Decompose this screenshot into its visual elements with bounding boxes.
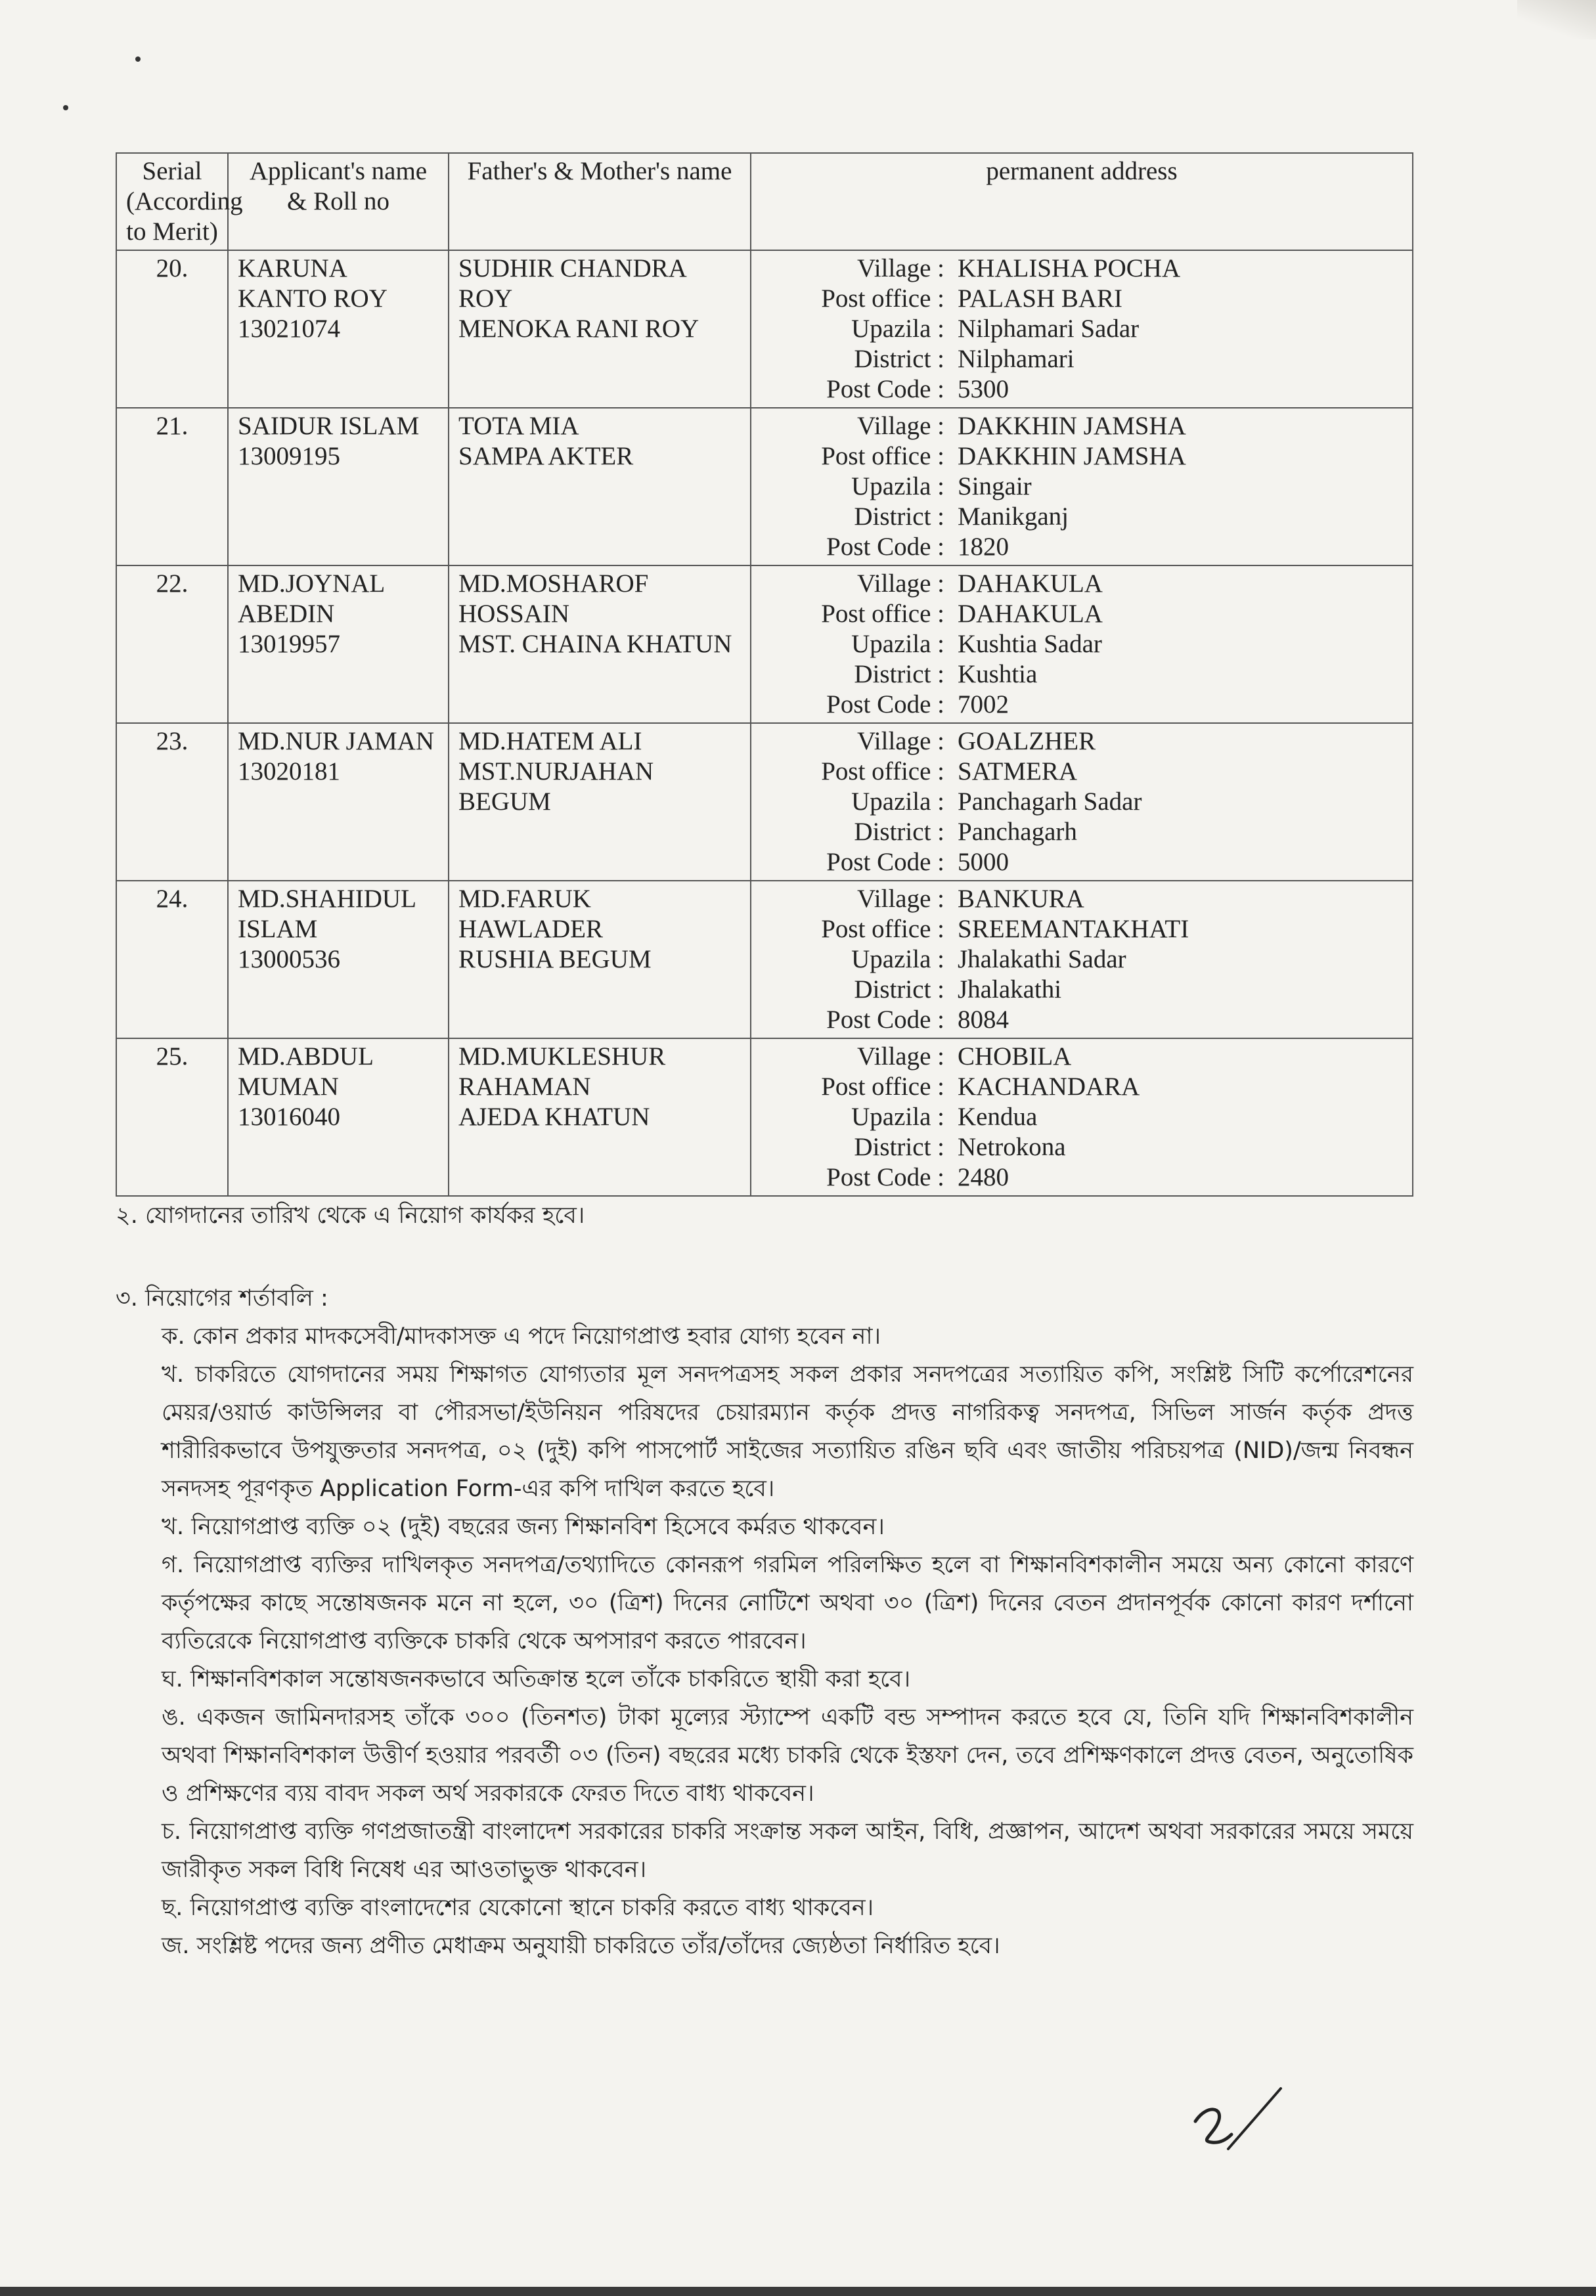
table-row bbox=[116, 1038, 1413, 1196]
roll-number: 13020181 bbox=[238, 757, 340, 785]
address-value: Panchagarh bbox=[958, 818, 1077, 846]
address-value: 2480 bbox=[958, 1163, 1009, 1191]
address-label: Village : bbox=[856, 569, 944, 598]
address-line bbox=[761, 314, 1403, 344]
address-line bbox=[761, 599, 1403, 629]
speck-mark bbox=[135, 56, 141, 62]
mother-name: AJEDA KHATUN bbox=[458, 1103, 650, 1131]
address-label: Upazila : bbox=[851, 787, 944, 816]
address-line bbox=[761, 1042, 1403, 1072]
address-label: District : bbox=[854, 502, 944, 531]
applicant-cell bbox=[228, 565, 449, 723]
applicant-name: MD.SHAHIDUL ISLAM bbox=[238, 885, 416, 943]
address-line bbox=[761, 787, 1403, 817]
address-label: Village : bbox=[856, 1042, 944, 1071]
table-row bbox=[116, 250, 1413, 408]
speck-mark bbox=[63, 105, 68, 110]
father-name: TOTA MIA bbox=[458, 412, 579, 440]
roll-number: 13019957 bbox=[238, 630, 340, 658]
address-cell bbox=[751, 565, 1413, 723]
address-label: District : bbox=[854, 818, 944, 846]
applicant-cell bbox=[228, 250, 449, 408]
address-line bbox=[761, 817, 1403, 847]
conditions-list bbox=[116, 1317, 1413, 1965]
mother-name: MENOKA RANI ROY bbox=[458, 315, 699, 343]
clause-2-text: ২. যোগদানের তারিখ থেকে এ নিয়োগ কার্যকর হবে। bbox=[116, 1203, 585, 1229]
applicant-cell bbox=[228, 723, 449, 881]
address-value: Kushtia Sadar bbox=[958, 630, 1102, 658]
address-cell bbox=[751, 408, 1413, 565]
address-label: Upazila : bbox=[851, 630, 944, 658]
address-label: Post office : bbox=[821, 600, 944, 628]
condition-ga: গ. নিয়োগপ্রাপ্ত ব্যক্তির দাখিলকৃত সনদপত্র/তথ্যাদিতে কোনরূপ গরমিল পরিলক্ষিত হলে বা শিক্ষানবিশকালীন সময়ে অন্য কোনো কারণে কর্তৃপক্ষের কাছে সন্তোষজনক মনে না হলে, ৩০ (ত্রিশ) দিনের নোটিশে অথবা ৩০ (ত্রিশ) দিনের বেতন প্রদানপূর্বক কোনো কারণ দর্শানো ব্যতিরেকে নিয়োগপ্রাপ্ত ব্যক্তিকে চাকরি থেকে অপসারণ করতে পারবেন। bbox=[162, 1552, 1413, 1654]
address-cell bbox=[751, 723, 1413, 881]
applicant-name: MD.JOYNAL ABEDIN bbox=[238, 569, 384, 628]
address-line bbox=[761, 726, 1403, 757]
address-label: Upazila : bbox=[851, 1103, 944, 1131]
address-label: Upazila : bbox=[851, 315, 944, 343]
address-value: 8084 bbox=[958, 1005, 1009, 1034]
address-label: Post Code : bbox=[826, 848, 944, 876]
address-label: Post office : bbox=[821, 442, 944, 470]
address-label: Post Code : bbox=[826, 1005, 944, 1034]
mother-name: MST. CHAINA KHATUN bbox=[458, 630, 732, 658]
address-value: GOALZHER bbox=[958, 727, 1096, 755]
address-line bbox=[761, 975, 1403, 1005]
address-value: Panchagarh Sadar bbox=[958, 787, 1142, 816]
address-label: District : bbox=[854, 1133, 944, 1161]
table-header-row bbox=[116, 153, 1413, 250]
parents-cell bbox=[449, 723, 751, 881]
mother-name: SAMPA AKTER bbox=[458, 442, 634, 470]
address-value: 5000 bbox=[958, 848, 1009, 876]
applicant-name: KARUNA KANTO ROY bbox=[238, 254, 388, 313]
address-line bbox=[761, 254, 1403, 284]
address-line bbox=[761, 847, 1403, 877]
clause-3-title: ৩. নিয়োগের শর্তাবলি : bbox=[116, 1285, 328, 1312]
parents-cell bbox=[449, 565, 751, 723]
applicant-name: MD.NUR JAMAN bbox=[238, 727, 435, 755]
header-serial: Serial (According to Merit) bbox=[116, 153, 228, 250]
address-value: Manikganj bbox=[958, 502, 1069, 531]
address-line bbox=[761, 757, 1403, 787]
address-line bbox=[761, 1072, 1403, 1102]
signature-mark bbox=[1182, 2075, 1300, 2167]
address-line bbox=[761, 944, 1403, 975]
scan-edge bbox=[0, 2287, 1596, 2296]
condition-ja: জ. সংশ্লিষ্ট পদের জন্য প্রণীত মেধাক্রম অনুযায়ী চাকরিতে তাঁর/তাঁদের জ্যেষ্ঠতা নির্ধারিত হবে। bbox=[162, 1933, 1000, 1959]
address-value: 1820 bbox=[958, 533, 1009, 561]
father-name: MD.HATEM ALI bbox=[458, 727, 642, 755]
address-value: SREEMANTAKHATI bbox=[958, 915, 1189, 943]
address-label: Village : bbox=[856, 885, 944, 913]
address-value: Netrokona bbox=[958, 1133, 1066, 1161]
roll-number: 13000536 bbox=[238, 945, 340, 973]
applicant-cell bbox=[228, 1038, 449, 1196]
address-value: Singair bbox=[958, 472, 1032, 500]
address-value: DAHAKULA bbox=[958, 600, 1103, 628]
address-label: Village : bbox=[856, 254, 944, 282]
address-value: KACHANDARA bbox=[958, 1072, 1140, 1101]
address-cell bbox=[751, 881, 1413, 1038]
address-line bbox=[761, 659, 1403, 690]
address-value: 5300 bbox=[958, 375, 1009, 403]
address-line bbox=[761, 284, 1403, 314]
address-value: DAHAKULA bbox=[958, 569, 1103, 598]
address-label: District : bbox=[854, 345, 944, 373]
father-name: MD.FARUK HAWLADER bbox=[458, 885, 604, 943]
address-label: Post office : bbox=[821, 1072, 944, 1101]
serial-cell: 22. bbox=[116, 565, 228, 723]
father-name: MD.MOSHAROF HOSSAIN bbox=[458, 569, 649, 628]
address-value: KHALISHA POCHA bbox=[958, 254, 1181, 282]
address-value: 7002 bbox=[958, 690, 1009, 718]
address-cell bbox=[751, 250, 1413, 408]
page-fold bbox=[1517, 0, 1596, 39]
table-row bbox=[116, 881, 1413, 1038]
address-value: DAKKHIN JAMSHA bbox=[958, 442, 1186, 470]
address-line bbox=[761, 472, 1403, 502]
address-line bbox=[761, 1132, 1403, 1162]
condition-chha: ছ. নিয়োগপ্রাপ্ত ব্যক্তি বাংলাদেশের যেকোনো স্থানে চাকরি করতে বাধ্য থাকবেন। bbox=[162, 1895, 874, 1921]
address-value: PALASH BARI bbox=[958, 284, 1123, 313]
address-line bbox=[761, 344, 1403, 374]
mother-name: MST.NURJAHAN BEGUM bbox=[458, 757, 654, 816]
address-line bbox=[761, 914, 1403, 944]
header-address: permanent address bbox=[751, 153, 1413, 250]
mother-name: RUSHIA BEGUM bbox=[458, 945, 652, 973]
address-value: Kushtia bbox=[958, 660, 1038, 688]
address-line bbox=[761, 690, 1403, 720]
applicant-name: MD.ABDUL MUMAN bbox=[238, 1042, 373, 1101]
condition-ka: ক. কোন প্রকার মাদকসেবী/মাদকাসক্ত এ পদে নিয়োগপ্রাপ্ত হবার যোগ্য হবেন না। bbox=[162, 1323, 881, 1350]
merit-table bbox=[116, 152, 1413, 1197]
applicant-name: SAIDUR ISLAM bbox=[238, 412, 420, 440]
address-value: Jhalakathi Sadar bbox=[958, 945, 1126, 973]
header-applicant: Applicant's name & Roll no bbox=[228, 153, 449, 250]
address-value: CHOBILA bbox=[958, 1042, 1072, 1071]
applicant-cell bbox=[228, 881, 449, 1038]
parents-cell bbox=[449, 250, 751, 408]
address-line bbox=[761, 569, 1403, 599]
address-value: DAKKHIN JAMSHA bbox=[958, 412, 1186, 440]
address-line bbox=[761, 629, 1403, 659]
address-label: Post office : bbox=[821, 915, 944, 943]
address-line bbox=[761, 374, 1403, 405]
clause-3 bbox=[116, 1279, 1413, 1965]
condition-kha-2: খ. নিয়োগপ্রাপ্ত ব্যক্তি ০২ (দুই) বছরের জন্য শিক্ষানবিশ হিসেবে কর্মরত থাকবেন। bbox=[162, 1514, 885, 1540]
address-line bbox=[761, 1005, 1403, 1035]
address-value: BANKURA bbox=[958, 885, 1084, 913]
header-parents: Father's & Mother's name bbox=[449, 153, 751, 250]
address-line bbox=[761, 502, 1403, 532]
address-label: Post office : bbox=[821, 757, 944, 785]
applicant-cell bbox=[228, 408, 449, 565]
serial-cell: 23. bbox=[116, 723, 228, 881]
address-label: Upazila : bbox=[851, 472, 944, 500]
address-label: Post Code : bbox=[826, 533, 944, 561]
serial-cell: 20. bbox=[116, 250, 228, 408]
address-label: Village : bbox=[856, 727, 944, 755]
serial-cell: 24. bbox=[116, 881, 228, 1038]
parents-cell bbox=[449, 1038, 751, 1196]
condition-gha: ঘ. শিক্ষানবিশকাল সন্তোষজনকভাবে অতিক্রান্ত হলে তাঁকে চাকরিতে স্থায়ী করা হবে। bbox=[162, 1666, 911, 1692]
address-cell bbox=[751, 1038, 1413, 1196]
address-line bbox=[761, 1102, 1403, 1132]
address-label: District : bbox=[854, 975, 944, 1004]
serial-cell: 21. bbox=[116, 408, 228, 565]
address-line bbox=[761, 884, 1403, 914]
roll-number: 13009195 bbox=[238, 442, 340, 470]
address-value: Kendua bbox=[958, 1103, 1038, 1131]
clause-2 bbox=[116, 1197, 1413, 1235]
address-value: Nilphamari bbox=[958, 345, 1075, 373]
address-label: Post Code : bbox=[826, 375, 944, 403]
roll-number: 13016040 bbox=[238, 1103, 340, 1131]
condition-cha: চ. নিয়োগপ্রাপ্ত ব্যক্তি গণপ্রজাতন্ত্রী বাংলাদেশ সরকারের চাকরি সংক্রান্ত সকল আইন, বিধি, প্রজ্ঞাপন, আদেশ অথবা সরকারের সময়ে সময়ে জারীকৃত সকল বিধি নিষেধ এর আওতাভুক্ত থাকবেন। bbox=[162, 1819, 1413, 1883]
table-row bbox=[116, 723, 1413, 881]
condition-kha: খ. চাকরিতে যোগদানের সময় শিক্ষাগত যোগ্যতার মূল সনদপত্রসহ সকল প্রকার সনদপত্রের সত্যায়িত কপি, সংশ্লিষ্ট সিটি কর্পোরেশনের মেয়র/ওয়ার্ড কাউন্সিলর বা পৌরসভা/ইউনিয়ন পরিষদের চেয়ারম্যান কর্তৃক প্রদত্ত নাগরিকত্ব সনদপত্র, সিভিল সার্জন কর্তৃক প্রদত্ত শারীরিকভাবে উপযুক্ততার সনদপত্র, ০২ (দুই) কপি পাসপোর্ট সাইজের সত্যায়িত রঙিন ছবি এবং জাতীয় পরিচয়পত্র (NID)/জন্ম নিবন্ধন সনদসহ পূরণকৃত Application Form-এর কপি দাখিল করতে হবে। bbox=[162, 1361, 1413, 1502]
merit-table-body bbox=[116, 250, 1413, 1196]
address-label: District : bbox=[854, 660, 944, 688]
address-line bbox=[761, 441, 1403, 472]
parents-cell bbox=[449, 881, 751, 1038]
father-name: MD.MUKLESHUR RAHAMAN bbox=[458, 1042, 666, 1101]
address-label: Post Code : bbox=[826, 690, 944, 718]
address-line bbox=[761, 532, 1403, 562]
address-label: Post office : bbox=[821, 284, 944, 313]
father-name: SUDHIR CHANDRA ROY bbox=[458, 254, 686, 313]
address-line bbox=[761, 411, 1403, 441]
table-row bbox=[116, 408, 1413, 565]
address-value: Nilphamari Sadar bbox=[958, 315, 1140, 343]
address-label: Post Code : bbox=[826, 1163, 944, 1191]
parents-cell bbox=[449, 408, 751, 565]
condition-umo: ঙ. একজন জামিনদারসহ তাঁকে ৩০০ (তিনশত) টাকা মূল্যের স্ট্যাম্পে একটি বন্ড সম্পাদন করতে হবে যে, তিনি যদি শিক্ষানবিশকালীন অথবা শিক্ষানবিশকাল উত্তীর্ণ হওয়ার পরবর্তী ০৩ (তিন) বছরের মধ্যে চাকরি থেকে ইস্তফা দেন, তবে প্রশিক্ষণকালে প্রদত্ত বেতন, অনুতোষিক ও প্রশিক্ষণের ব্যয় বাবদ সকল অর্থ সরকারকে ফেরত দিতে বাধ্য থাকবেন। bbox=[162, 1704, 1413, 1807]
address-label: Village : bbox=[856, 412, 944, 440]
address-value: SATMERA bbox=[958, 757, 1078, 785]
table-row bbox=[116, 565, 1413, 723]
address-line bbox=[761, 1162, 1403, 1193]
address-label: Upazila : bbox=[851, 945, 944, 973]
roll-number: 13021074 bbox=[238, 315, 340, 343]
address-value: Jhalakathi bbox=[958, 975, 1062, 1004]
serial-cell: 25. bbox=[116, 1038, 228, 1196]
